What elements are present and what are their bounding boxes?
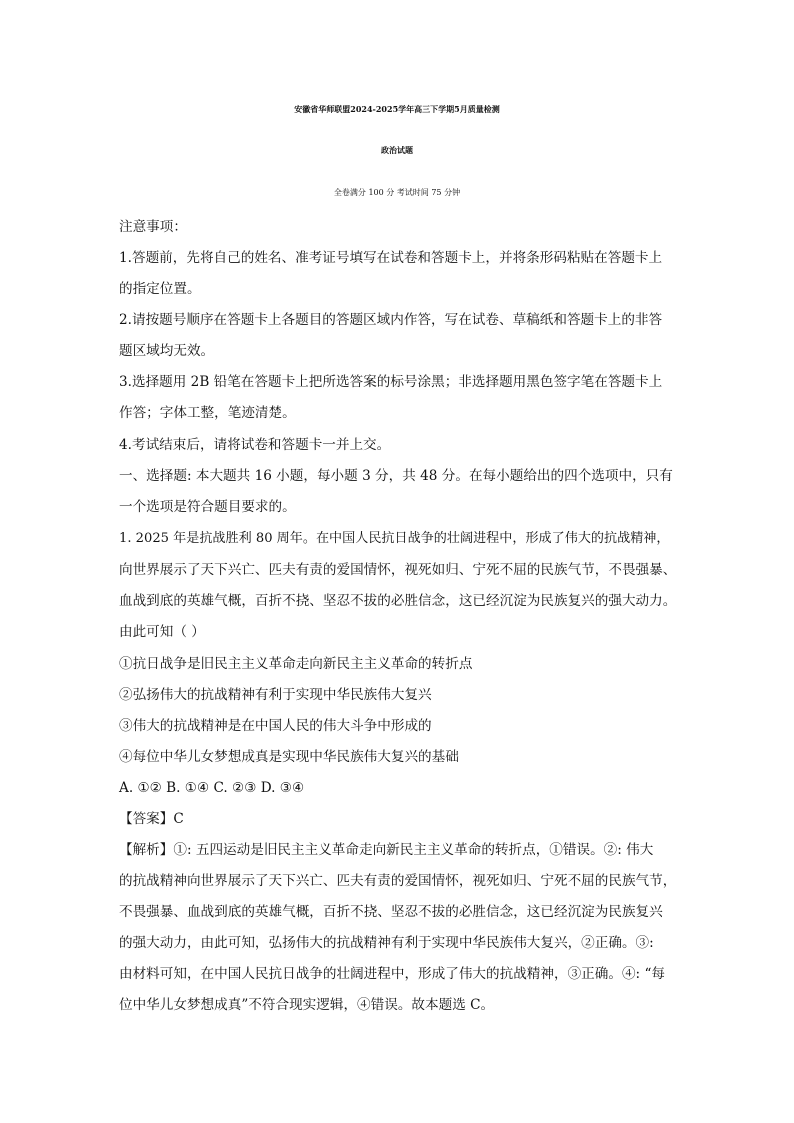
note-line: 题区域均无效。 bbox=[119, 343, 215, 359]
statement-4: ④每位中华儿女梦想成真是实现中华民族伟大复兴的基础 bbox=[119, 749, 459, 765]
analysis-line: 的抗战精神向世界展示了天下兴亡、匹夫有责的爱国情怀，视死如归、宁死不屈的民族气节， bbox=[119, 873, 677, 889]
note-line: 作答；字体工整，笔迹清楚。 bbox=[119, 405, 296, 421]
question-stem: 由此可知（ ） bbox=[119, 624, 205, 640]
exam-meta: 全卷满分 100 分 考试时间 75 分钟 bbox=[333, 188, 461, 197]
section-heading: 一、选择题: 本大题共 16 小题，每小题 3 分，共 48 分。在每小题给出的四个选项中，只有 bbox=[119, 468, 673, 484]
exam-title: 安徽省华师联盟2024-2025学年高三下学期5月质量检测 bbox=[294, 104, 500, 114]
question-stem: 向世界展示了天下兴亡、匹夫有责的爱国情怀，视死如归、宁死不屈的民族气节，不畏强暴、 bbox=[119, 562, 677, 578]
analysis-line: 的强大动力，由此可知，弘扬伟大的抗战精神有利于实现中华民族伟大复兴，②正确。③: bbox=[119, 935, 654, 951]
note-line: 4.考试结束后，请将试卷和答题卡一并上交。 bbox=[119, 437, 391, 453]
notes-heading: 注意事项： bbox=[119, 219, 187, 235]
statement-1: ①抗日战争是旧民主主义革命走向新民主主义革命的转折点 bbox=[119, 656, 473, 672]
note-line: 2.请按题号顺序在答题卡上各题目的答题区域内作答，写在试卷、草稿纸和答题卡上的非答 bbox=[119, 312, 663, 328]
statement-2: ②弘扬伟大的抗战精神有利于实现中华民族伟大复兴 bbox=[119, 687, 432, 703]
section-heading-cont: 一个选项是符合题目要求的。 bbox=[119, 499, 296, 515]
note-line: 的指定位置。 bbox=[119, 281, 201, 297]
analysis-line: 不畏强暴、血战到底的英雄气概，百折不挠、坚忍不拔的必胜信念，这已经沉淀为民族复兴 bbox=[119, 904, 663, 920]
answer-key: 【答案】C bbox=[119, 811, 184, 827]
statement-3: ③伟大的抗战精神是在中国人民的伟大斗争中形成的 bbox=[119, 718, 432, 734]
note-line: 3.选择题用 2B 铅笔在答题卡上把所选答案的标号涂黑；非选择题用黑色签字笔在答题卡上 bbox=[119, 374, 663, 390]
analysis-line: 【解析】①: 五四运动是旧民主主义革命走向新民主主义革命的转折点，①错误。②: 伟大 bbox=[119, 842, 654, 858]
analysis-line: 由材料可知，在中国人民抗日战争的壮阔进程中，形成了伟大的抗战精神，③正确。④: “每 bbox=[119, 966, 666, 982]
question-stem: 血战到底的英雄气概，百折不挠、坚忍不拔的必胜信念，这已经沉淀为民族复兴的强大动力。 bbox=[119, 593, 677, 609]
exam-subject-title: 政治试题 bbox=[381, 145, 413, 155]
note-line: 1.答题前，先将自己的姓名、准考证号填写在试卷和答题卡上，并将条形码粘贴在答题卡上 bbox=[119, 250, 663, 266]
analysis-line: 位中华儿女梦想成真”不符合现实逻辑，④错误。故本题选 C。 bbox=[119, 997, 495, 1013]
answer-options: A. ①② B. ①④ C. ②③ D. ③④ bbox=[119, 780, 305, 796]
question-stem: 1. 2025 年是抗战胜利 80 周年。在中国人民抗日战争的壮阔进程中，形成了伟大的抗战精神， bbox=[119, 531, 670, 546]
